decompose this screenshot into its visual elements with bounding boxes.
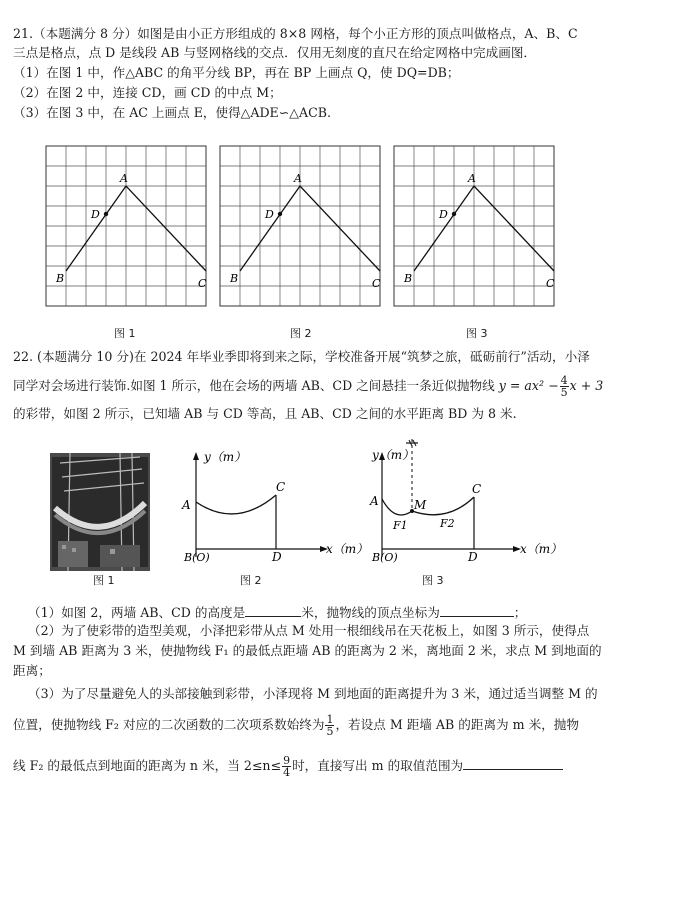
frac-den: 5 [560,386,568,399]
grid-figure-2 [220,146,381,306]
label-c: C [546,277,555,290]
y-axis-label: y（m） [204,450,247,464]
q22-sub3-l1: （3）为了尽量避免人的头部接触到彩带，小泽现将 M 到地面的距离提升为 3 米，通过适当调整 M 的 [28,686,598,701]
answer-blank-height[interactable] [245,604,301,617]
q21-caption-2: 图 2 [290,327,312,340]
label-c: C [276,480,286,494]
q21-caption-1: 图 1 [114,327,136,340]
q21-item-2: （2）在图 2 中，连接 CD，画 CD 的中点 M； [13,85,282,100]
label-c: C [472,482,482,496]
label-d: D [272,550,282,564]
label-f1: F1 [393,519,408,532]
label-a: A [182,498,191,512]
q22-equation-start: y = ax² − [498,378,559,393]
sub3-l2-post: ，若设点 M 距墙 AB 的距离为 m 米，抛物 [335,717,579,732]
q21-caption-3: 图 3 [466,327,488,340]
label-d: D [265,208,274,221]
q22-sub1 [28,604,526,621]
q22-sub3-l3 [13,755,563,778]
label-b: B [404,272,413,285]
grid-figure-1 [46,146,207,306]
q22-line2 [13,375,603,398]
q22-line2-text: 同学对会场进行装饰.如图 1 所示，他在会场的两墙 AB、CD 之间悬挂一条近似抛物线 [13,378,495,393]
q22-sub2-l2: M 到墙 AB 距离为 3 米，使抛物线 F₁ 的最低点距墙 AB 的距离为 2 米，离地面 2 米，求点 M 到地面的 [13,643,602,658]
q22-sub2-l3: 距离； [13,663,51,678]
sub3-l3-post: 时，直接写出 m 的取值范围为 [292,758,464,773]
q22-line3: 的彩带，如图 2 所示，已知墙 AB 与 CD 等高，且 AB、CD 之间的水平距离 BD 为 8 米. [13,406,517,421]
q22-photo [50,453,150,571]
frac-den: 4 [283,766,291,779]
answer-blank-vertex[interactable] [440,604,514,617]
q22-figure-2 [176,447,369,567]
q21-line2: 三点是格点，点 D 是线段 AB 与竖网格线的交点．仅用无刻度的直尺在给定网格中完成画图． [13,45,537,60]
q21-figures [0,140,678,340]
q22-fraction [560,375,569,398]
label-a: A [370,494,379,508]
frac-num: 9 [283,754,291,767]
grid-figure-3 [394,146,555,306]
label-bo: B(O) [184,551,210,564]
q22-sub2-l1: （2）为了使彩带的造型美观，小泽把彩带从点 M 处用一根细线吊在天花板上，如图 3 所示，使得点 [28,623,590,638]
label-b: B [56,272,65,285]
label-a: A [120,172,128,185]
label-d: D [439,208,448,221]
y-axis-label: y（m） [372,448,415,462]
label-b: B [230,272,239,285]
frac-den: 5 [326,725,334,738]
sub3-fraction-1-5 [325,714,334,737]
q21-header: 21.（本题满分 8 分）如图是由小正方形组成的 8×8 网格，每个小正方形的顶点叫做格点，A、B、C [13,26,578,41]
x-axis-label: x（m） [326,542,369,556]
frac-num: 4 [560,374,568,387]
q22-caption-1: 图 1 [93,574,115,587]
x-axis-label: x（m） [520,542,563,556]
q22-caption-3: 图 3 [422,574,444,587]
q22-equation-end: x + 3 [569,378,604,393]
sub3-fraction-9-4 [282,755,291,778]
q22-figure-3 [362,437,563,567]
label-c: C [198,277,207,290]
q22-caption-2: 图 2 [240,574,262,587]
answer-blank-m-range[interactable] [463,757,563,770]
label-bo: B(O) [372,551,398,564]
label-c: C [372,277,381,290]
label-f2: F2 [440,517,455,530]
label-d: D [468,550,478,564]
q22-sub3-l2 [13,714,579,737]
sub3-l3-pre: 线 F₂ 的最低点到地面的距离为 n 米，当 2≤n≤ [13,758,282,773]
label-d: D [91,208,100,221]
q21-item-1: （1）在图 1 中，作△ABC 的角平分线 BP，再在 BP 上画点 Q，使 DQ=DB； [13,65,460,80]
q22-line1: 22. (本题满分 10 分)在 2024 年毕业季即将到来之际，学校准备开展“筑梦之旅，砥砺前行”活动，小泽 [13,349,590,364]
q21-item-3: （3）在图 3 中，在 AC 上画点 E，使得△ADE∽△ACB. [13,105,331,120]
sub1-pre: （1）如图 2，两墙 AB、CD 的高度是 [28,605,246,620]
label-m: M [414,498,427,512]
sub3-l2-pre: 位置，使抛物线 F₂ 对应的二次函数的二次项系数始终为 [13,717,325,732]
label-a: A [294,172,302,185]
sub1-end: ； [513,605,527,620]
label-a: A [468,172,476,185]
frac-num: 1 [326,713,334,726]
sub1-mid: 米，抛物线的顶点坐标为 [301,605,440,620]
